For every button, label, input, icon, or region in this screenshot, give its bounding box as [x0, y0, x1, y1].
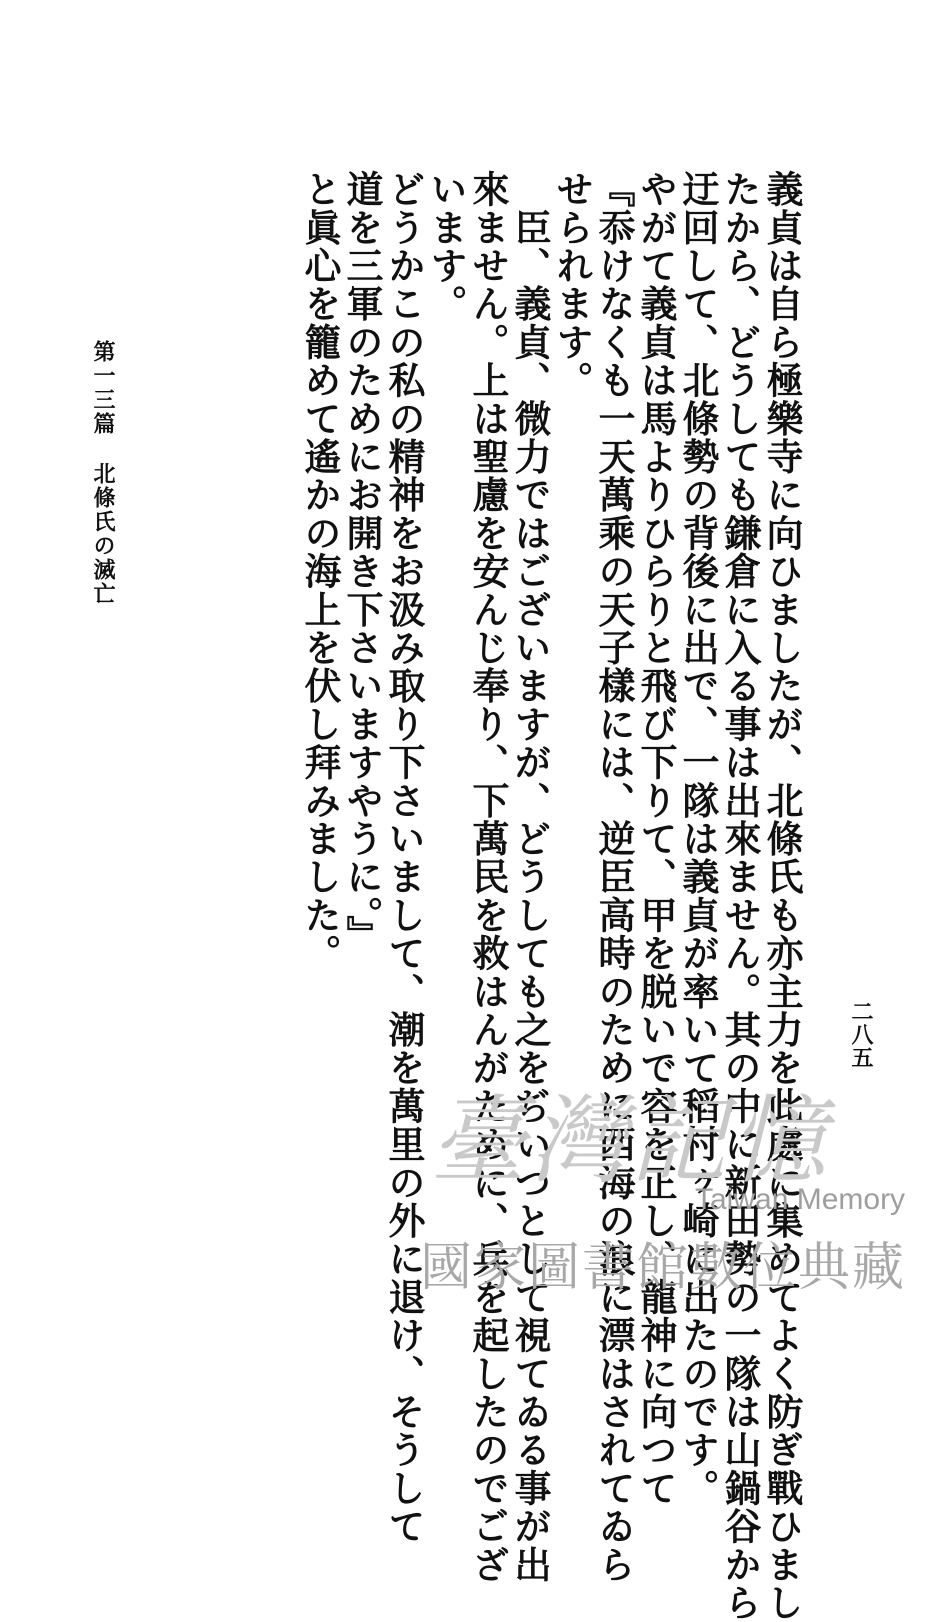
text-column-11: 道を三軍のためにお開き下さいますやうに。』 — [340, 170, 384, 954]
watermark-latin: Taiwan Memory — [695, 1183, 906, 1216]
watermark-chinese: 國家圖書館數位典藏 — [420, 1238, 907, 1298]
watermark-script: 臺灣記憶 — [430, 1085, 830, 1197]
text-column-6: せられます。 — [550, 170, 594, 400]
running-head-chapter-title: 北條氏の滅亡 — [90, 462, 116, 606]
text-column-9: います。 — [424, 170, 468, 323]
library-watermark — [420, 1065, 907, 1315]
text-column-7: 臣、義貞、微力ではございますが、どうしても之をぢいつとして視てゐる事が出 — [508, 170, 552, 1584]
text-column-1: 義貞は自ら極樂寺に向ひましたが、北條氏も亦主力を此處に集めてよく防ぎ戰ひまし — [760, 170, 804, 1622]
text-column-2: たから、どうしても鎌倉に入る事は出來ません。其の中に新田勢の一隊は山鍋谷から — [718, 170, 762, 1622]
text-column-3: 迂回して、北條勢の背後に出で、一隊は義貞が率いて稻村ヶ崎に出たのです。 — [676, 170, 720, 1507]
text-column-10: どうかこの私の精神をお汲み取り下さいまして、潮を萬里の外に退け、そうして — [382, 170, 426, 1546]
page-number: 二八五 — [848, 1000, 874, 1069]
text-column-8: 來ません。上は聖慮を安んじ奉り、下萬民を救はんがために、兵を起したのでござ — [466, 170, 510, 1584]
text-column-5: 『忝けなくも一天萬乘の天子樣には、逆臣高時のために西海の浪に漂はされてゐら — [592, 170, 636, 1584]
text-column-4: やがて義貞は馬よりひらりと飛び下りて、甲を脱いで容を正し、龍神に向つて — [634, 170, 678, 1507]
running-head-part-number: 第一三篇 — [90, 340, 116, 436]
running-head — [88, 340, 119, 606]
text-column-12: と眞心を籠めて遙かの海上を伏し拜みました。 — [298, 170, 342, 973]
